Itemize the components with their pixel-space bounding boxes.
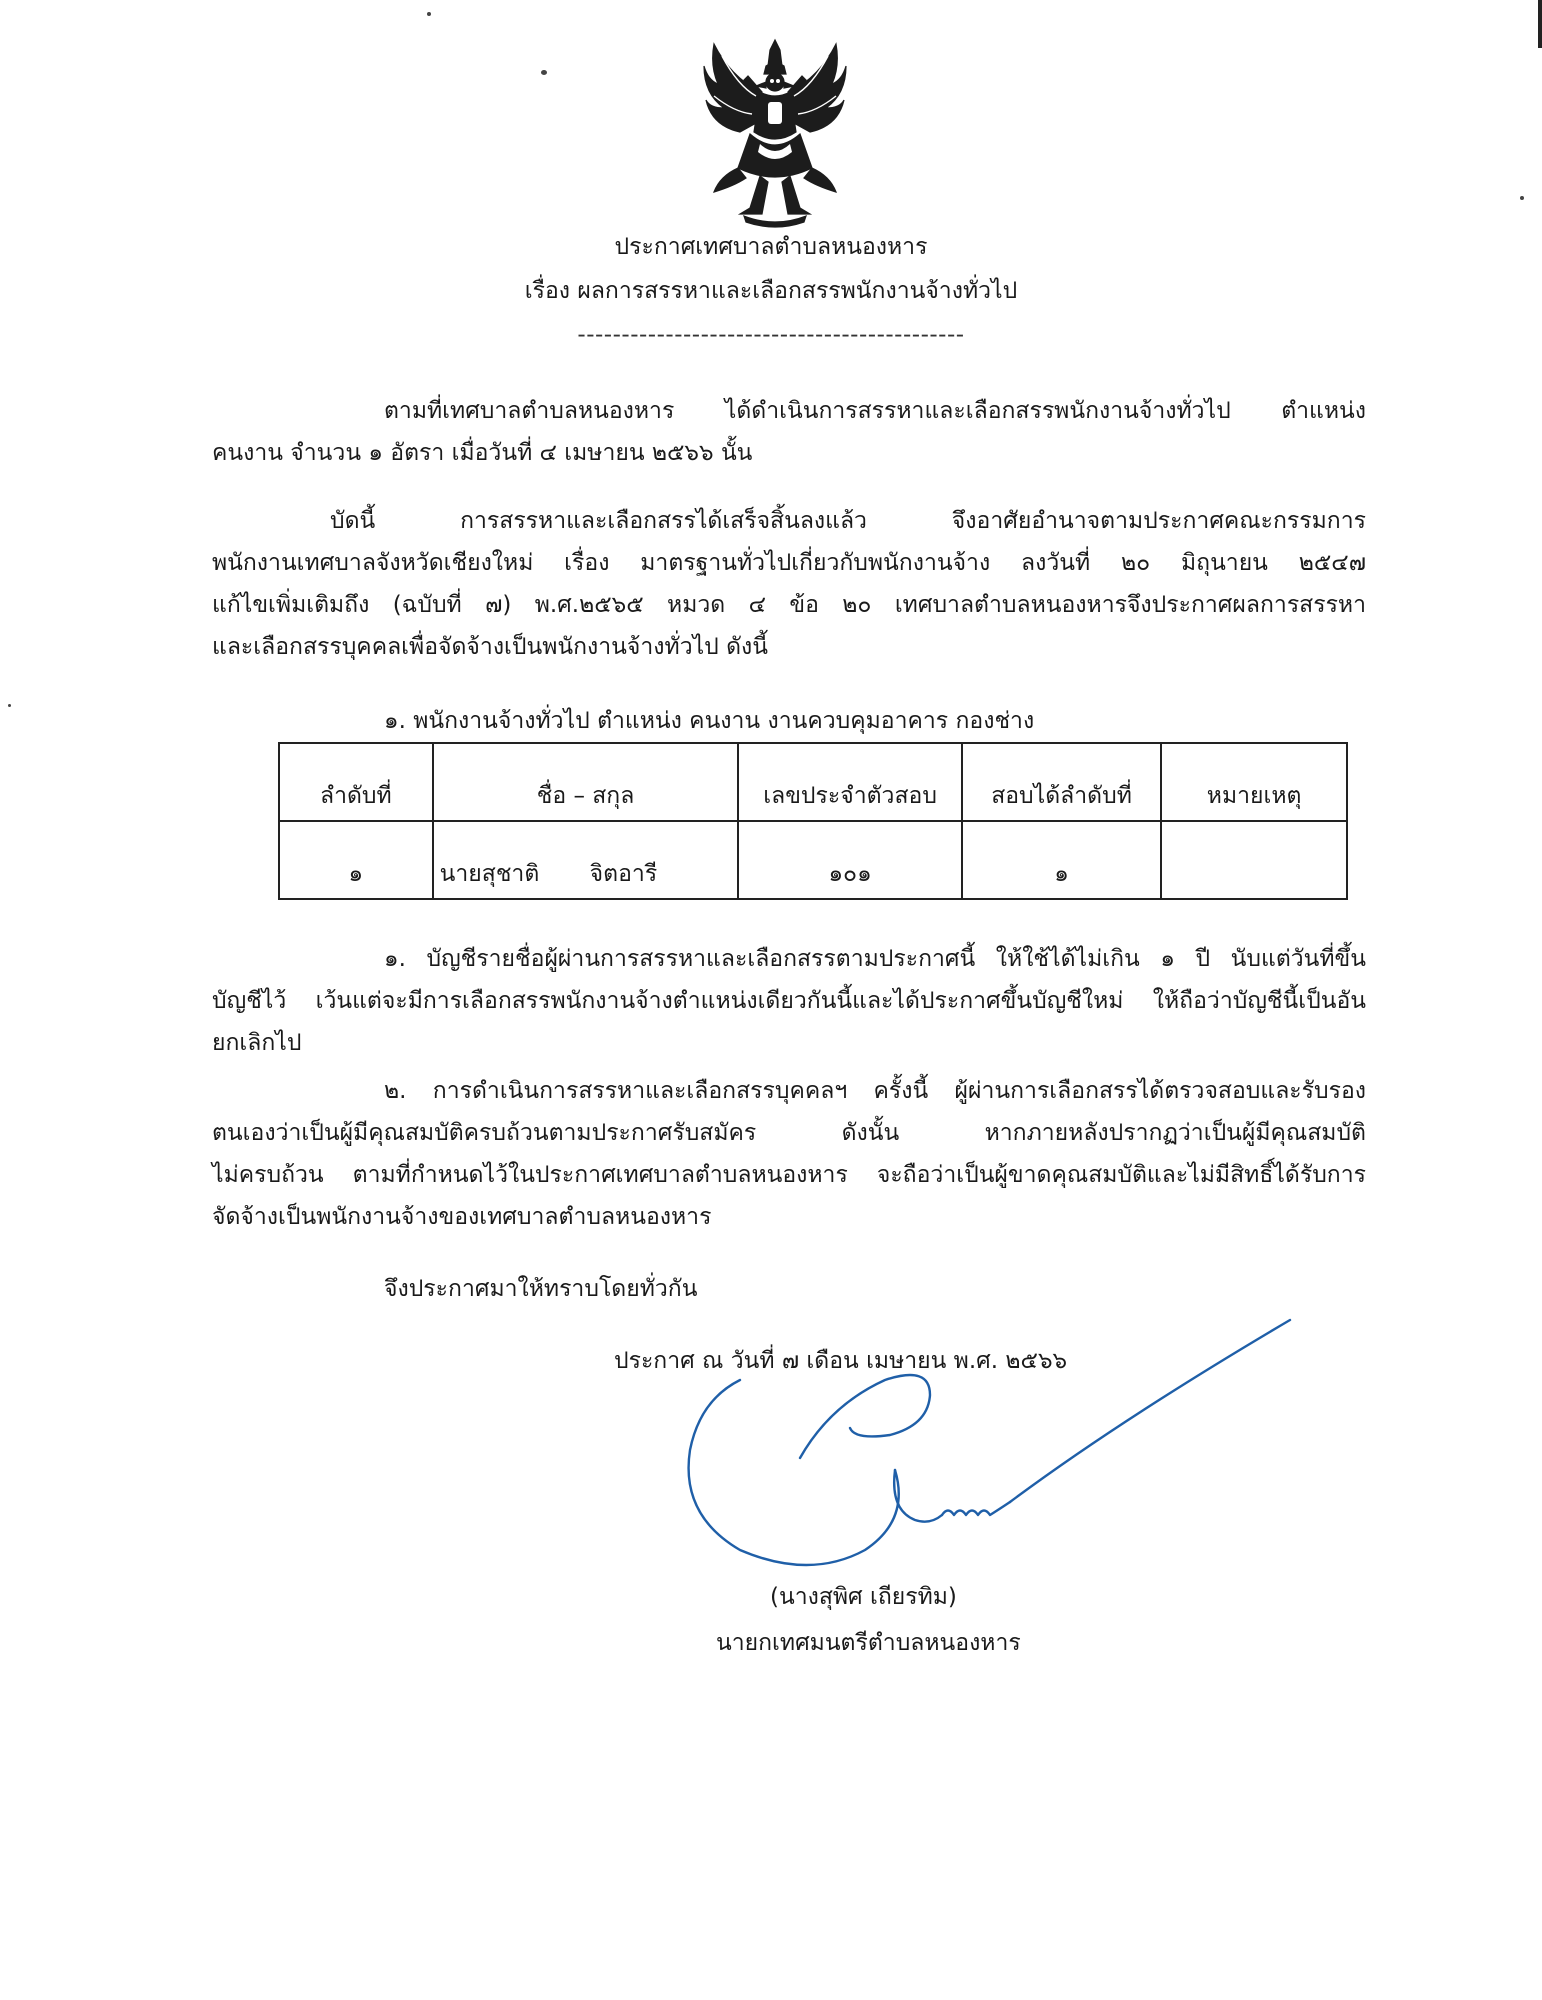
clause1-line: ยกเลิกไป [212,1030,302,1056]
clause2-line: ไม่ครบถ้วน ตามที่กำหนดไว้ในประกาศเทศบาลตำบลหนองหาร จะถือว่าเป็นผู้ขาดคุณสมบัติและไม่มีสิทธิ์ได้รับการ [212,1162,1366,1188]
clause1-line: บัญชีไว้ เว้นแต่จะมีการเลือกสรรพนักงานจ้างตำแหน่งเดียวกันนี้และได้ประกาศขึ้นบัญชีใหม่ ให้ถือว่าบัญชีนี้เป็นอัน [212,988,1366,1014]
announcement-date: ประกาศ ณ วันที่ ๗ เดือน เมษายน พ.ศ. ๒๕๖๖ [614,1348,1068,1374]
column-header-exam-id: เลขประจำตัวสอบ [738,743,961,821]
column-header-order: ลำดับที่ [279,743,433,821]
scan-speck [8,704,11,707]
basis-line: พนักงานเทศบาลจังหวัดเชียงใหม่ เรื่อง มาตรฐานทั่วไปเกี่ยวกับพนักงานจ้าง ลงวันที่ ๒๐ มิถุนายน ๒๕๔๗ [212,550,1366,576]
closing-line: จึงประกาศมาให้ทราบโดยทั่วกัน [384,1276,698,1302]
clause2-line: ๒. การดำเนินการสรรหาและเลือกสรรบุคคลฯ ครั้งนี้ ผู้ผ่านการเลือกสรรได้ตรวจสอบและรับรอง [384,1078,1366,1104]
header-divider: -------------------------------------------- [577,322,965,348]
scan-speck [1520,196,1524,200]
table-row [279,821,1347,899]
basis-line: บัดนี้ การสรรหาและเลือกสรรได้เสร็จสิ้นลงแล้ว จึงอาศัยอำนาจตามประกาศคณะกรรมการ [330,508,1366,534]
signatory-position: นายกเทศมนตรีตำบลหนองหาร [716,1630,1021,1656]
clause1-line: ๑. บัญชีรายชื่อผู้ผ่านการสรรหาและเลือกสรรตามประกาศนี้ ให้ใช้ได้ไม่เกิน ๑ ปี นับแต่วันที่ขึ้น [384,946,1366,972]
intro-paragraph [212,390,1366,474]
cell-rank: ๑ [962,821,1161,899]
scan-speck [427,12,431,16]
cell-order: ๑ [279,821,433,899]
table-header-row [279,743,1347,821]
results-table [278,742,1348,900]
cell-name [433,821,739,899]
garuda-emblem-icon [700,36,850,228]
cell-first-name: นายสุชาติ [439,861,540,887]
scan-edge-mark [1538,0,1542,48]
basis-paragraph [212,500,1366,668]
clause2-line: ตนเองว่าเป็นผู้มีคุณสมบัติครบถ้วนตามประกาศรับสมัคร ดังนั้น หากภายหลังปรากฏว่าเป็นผู้มีคุณสมบัติ [212,1120,1366,1146]
cell-note [1161,821,1347,899]
announcement-title: ประกาศเทศบาลตำบลหนองหาร [614,234,928,260]
basis-line: และเลือกสรรบุคคลเพื่อจัดจ้างเป็นพนักงานจ้างทั่วไป ดังนี้ [212,634,768,660]
column-header-note: หมายเหตุ [1161,743,1347,821]
column-header-name: ชื่อ – สกุล [433,743,739,821]
announcement-subject: เรื่อง ผลการสรรหาและเลือกสรรพนักงานจ้างทั่วไป [524,278,1018,304]
scan-speck [541,70,547,75]
clause1-paragraph [212,938,1366,1064]
cell-exam-id: ๑๐๑ [738,821,961,899]
signature-mark [680,1310,1300,1590]
intro-line: ตามที่เทศบาลตำบลหนองหาร ได้ดำเนินการสรรหาและเลือกสรรพนักงานจ้างทั่วไป ตำแหน่ง [384,398,1366,424]
clause2-paragraph [212,1070,1366,1238]
basis-line: แก้ไขเพิ่มเติมถึง (ฉบับที่ ๗) พ.ศ.๒๕๖๕ หมวด ๔ ข้อ ๒๐ เทศบาลตำบลหนองหารจึงประกาศผลการสรรหา [212,592,1366,618]
intro-line: คนงาน จำนวน ๑ อัตรา เมื่อวันที่ ๔ เมษายน ๒๕๖๖ นั้น [212,440,753,466]
clause2-line: จัดจ้างเป็นพนักงานจ้างของเทศบาลตำบลหนองหาร [212,1204,712,1230]
section1-heading: ๑. พนักงานจ้างทั่วไป ตำแหน่ง คนงาน งานควบคุมอาคาร กองช่าง [384,708,1035,734]
cell-last-name: จิตอารี [589,861,658,887]
signatory-name: (นางสุพิศ เถียรทิม) [770,1584,957,1610]
column-header-rank: สอบได้ลำดับที่ [962,743,1161,821]
